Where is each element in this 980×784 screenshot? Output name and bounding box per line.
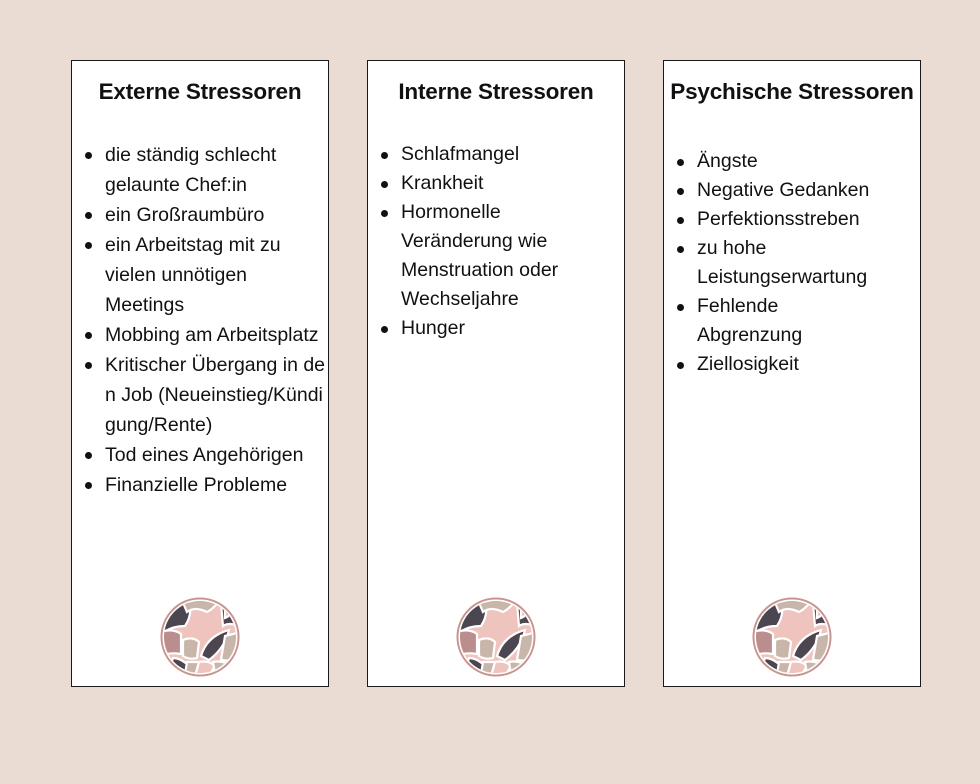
card-psychische-stressoren <box>663 60 921 687</box>
list-item: Perfektionsstreben <box>697 205 920 234</box>
card-title: Psychische Stressoren <box>670 79 914 104</box>
list-item: Negative Gedanken <box>697 176 920 205</box>
mosaic-circle-logo-icon <box>455 596 537 678</box>
list-item: Tod eines Angehörigen <box>105 440 328 470</box>
list-item: Ziellosigkeit <box>697 350 920 379</box>
list-item: zu hohe Leistungserwartung <box>697 234 920 292</box>
mosaic-circle-logo-icon <box>159 596 241 678</box>
list-item: Hormonelle Veränderung wie Menstruation oder Wechseljahre <box>401 198 624 314</box>
list-item: Hunger <box>401 314 624 343</box>
card-externe-stressoren <box>71 60 329 687</box>
list-item: Krankheit <box>401 169 624 198</box>
list-item: Kritischer Übergang in den Job (Neueinstieg/Kündigung/Rente) <box>105 350 328 440</box>
list-item: ein Arbeitstag mit zu vielen unnötigen Meetings <box>105 230 328 320</box>
card-interne-stressoren <box>367 60 625 687</box>
mosaic-circle-logo-icon <box>751 596 833 678</box>
list-item: ein Großraumbüro <box>105 200 328 230</box>
stressor-list <box>368 140 624 343</box>
list-item: Fehlende Abgrenzung <box>697 292 920 350</box>
card-title: Interne Stressoren <box>398 79 594 104</box>
list-item: Mobbing am Arbeitsplatz <box>105 320 328 350</box>
card-title: Externe Stressoren <box>98 79 302 104</box>
stressor-list <box>72 140 328 500</box>
list-item: Schlafmangel <box>401 140 624 169</box>
list-item: Ängste <box>697 147 920 176</box>
list-item: Finanzielle Probleme <box>105 470 328 500</box>
stressor-list <box>664 147 920 379</box>
list-item: die ständig schlecht gelaunte Chef:in <box>105 140 328 200</box>
